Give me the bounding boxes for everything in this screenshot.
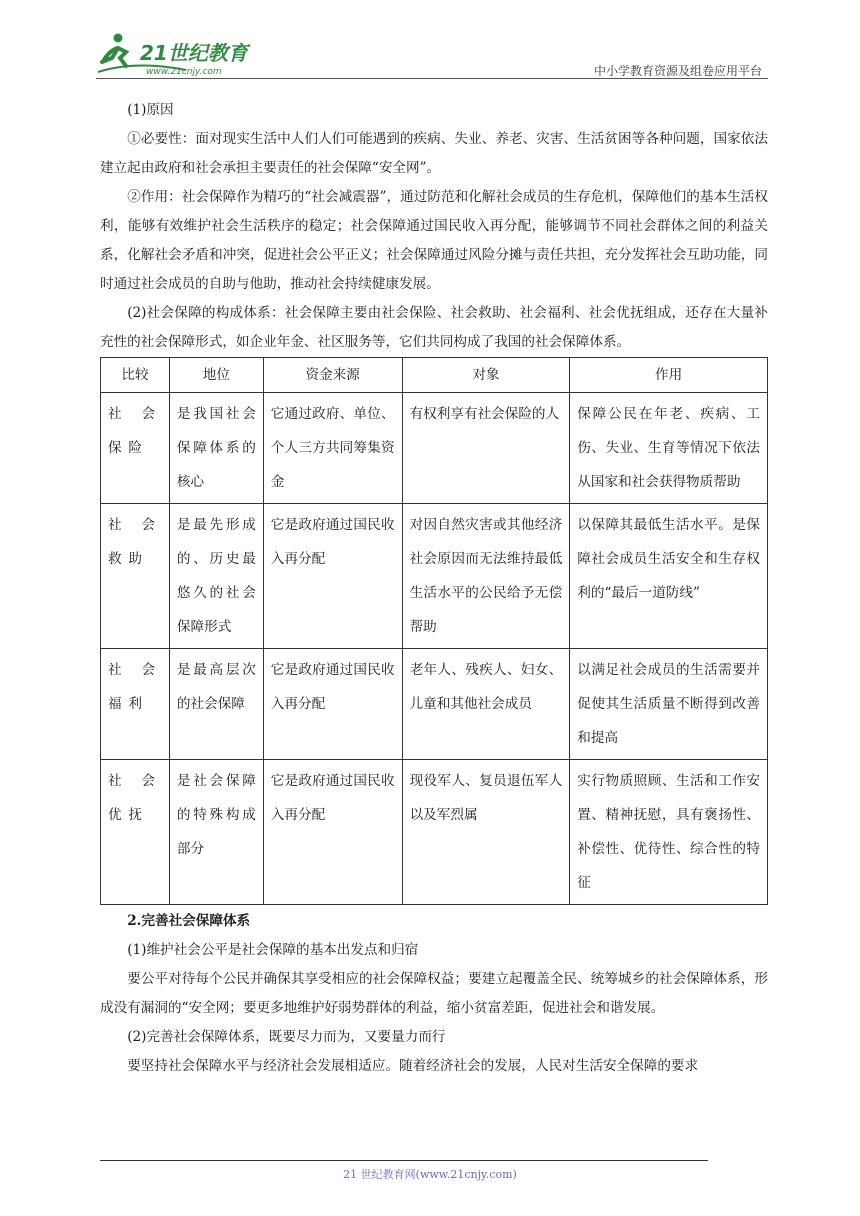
paragraph-improve-title: (2)完善社会保障体系，既要尽力而为，又要量力而行: [127, 1029, 446, 1045]
table-cell: 老年人、残疾人、妇女、儿童和其他社会成员: [402, 649, 570, 760]
page-header: [96, 30, 768, 80]
paragraph-function: ②作用：社会保障作为精巧的“社会减震器”，通过防范和化解社会成员的生存危机，保障他们的基本生活权利，能够有效维护社会生活秩序的稳定；社会保障通过国民收入再分配，能够调节不同社会群体之间的利益关系，化解社会矛盾和冲突，促进社会公平正义；社会保障通过风险分摊与责任共担，充分发挥社会互助功能，同时通过社会成员的自助与他助，推动社会持续健康发展。: [100, 189, 768, 292]
table-cell: 以保障其最低生活水平。是保障社会成员生活安全和生存权利的“最后一道防线”: [570, 504, 768, 649]
header-divider: [96, 78, 768, 79]
document-body: [100, 96, 768, 1081]
paragraph-fairness: 要公平对待每个公民并确保其享受相应的社会保障权益；要建立起覆盖全民、统筹城乡的社会保障体系，形成没有漏洞的“安全网；要更多地维护好弱势群体的利益，缩小贫富差距，促进社会和谐发展。: [100, 971, 768, 1016]
table-cell: 它通过政府、单位、个人三方共同筹集资金: [263, 393, 402, 504]
table-cell: 社会福利: [101, 649, 170, 760]
table-cell: 是社会保障的特殊构成部分: [169, 760, 263, 905]
paragraph-reason: (1)原因: [127, 102, 174, 118]
svg-text:www.21cnjy.com: www.21cnjy.com: [146, 67, 222, 77]
table-cell: 有权利享有社会保险的人: [402, 393, 570, 504]
section-heading: 2.完善社会保障体系: [127, 913, 251, 929]
table-row: [101, 504, 768, 649]
logo-21cnjy: [96, 30, 266, 78]
table-cell: 它是政府通过国民收入再分配: [263, 649, 402, 760]
table-cell: 社会优抚: [101, 760, 170, 905]
table-header-cell: 资金来源: [263, 358, 402, 393]
table-cell: 是最高层次的社会保障: [169, 649, 263, 760]
table-cell: 实行物质照顾、生活和工作安置、精神抚慰，具有褒扬性、补偿性、优待性、综合性的特征: [570, 760, 768, 905]
table-header-cell: 地位: [169, 358, 263, 393]
svg-text:21世纪教育: 21世纪教育: [140, 41, 248, 65]
paragraph-fairness-title: (1)维护社会公平是社会保障的基本出发点和归宿: [127, 942, 419, 958]
table-row: [101, 760, 768, 905]
table-cell: 是最先形成的、历史最悠久的社会保障形式: [169, 504, 263, 649]
table-cell: 现役军人、复员退伍军人以及军烈属: [402, 760, 570, 905]
table-row: [101, 649, 768, 760]
table-cell: 保障公民在年老、疾病、工伤、失业、生育等情况下依法从国家和社会获得物质帮助: [570, 393, 768, 504]
footer-divider: [100, 1160, 708, 1161]
table-cell: 是我国社会保障体系的核心: [169, 393, 263, 504]
platform-name: 中小学教育资源及组卷应用平台: [593, 64, 762, 78]
table-cell: 它是政府通过国民收入再分配: [263, 760, 402, 905]
paragraph-necessity: ①必要性：面对现实生活中人们人们可能遇到的疾病、失业、养老、灾害、生活贫困等各种问题，国家依法建立起由政府和社会承担主要责任的社会保障“安全网”。: [100, 131, 768, 176]
table-cell: 社会救助: [101, 504, 170, 649]
table-cell: 它是政府通过国民收入再分配: [263, 504, 402, 649]
table-header-cell: 作用: [570, 358, 768, 393]
table-cell: 社会保险: [101, 393, 170, 504]
comparison-table: [100, 357, 768, 905]
table-header-cell: 比较: [101, 358, 170, 393]
table-cell: 对因自然灾害或其他经济社会原因而无法维持最低生活水平的公民给予无偿帮助: [402, 504, 570, 649]
table-header-row: [101, 358, 768, 393]
table-cell: 以满足社会成员的生活需要并促使其生活质量不断得到改善和提高: [570, 649, 768, 760]
table-header-cell: 对象: [402, 358, 570, 393]
paragraph-improve: 要坚持社会保障水平与经济社会发展相适应。随着经济社会的发展，人民对生活安全保障的要求: [127, 1058, 699, 1074]
page-footer: 21 世纪教育网(www.21cnjy.com): [343, 1168, 517, 1181]
paragraph-structure: (2)社会保障的构成体系：社会保障主要由社会保险、社会救助、社会福利、社会优抚组成，还存在大量补充性的社会保障形式，如企业年金、社区服务等，它们共同构成了我国的社会保障体系。: [100, 305, 768, 350]
table-row: [101, 393, 768, 504]
